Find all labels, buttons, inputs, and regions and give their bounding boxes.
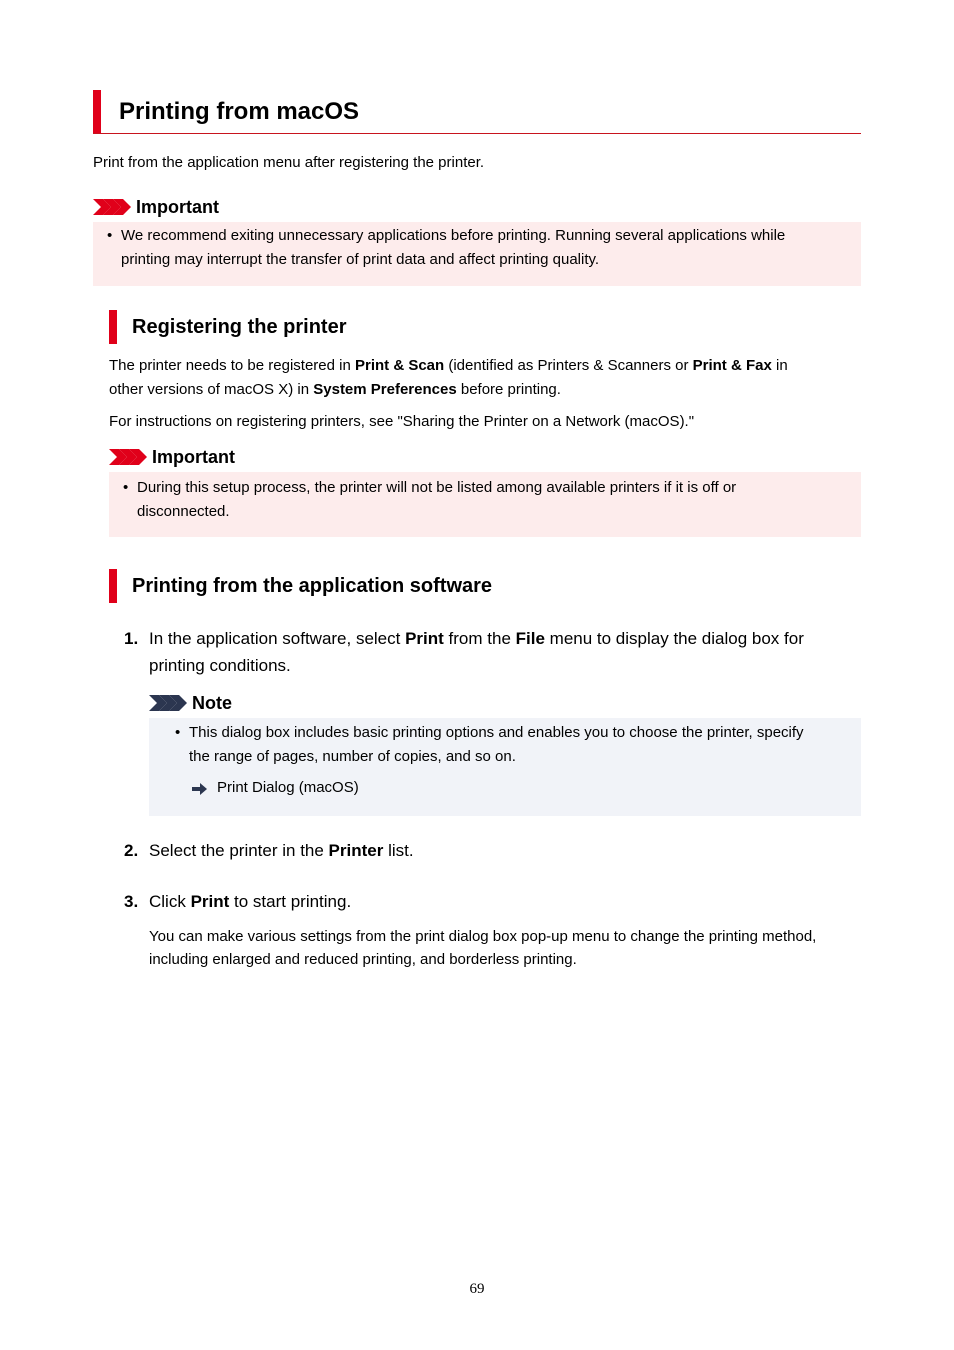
step3-desc-line2: including enlarged and reduced printing, and borderless printing. xyxy=(149,951,577,968)
page-title-text: Printing from macOS xyxy=(119,98,360,125)
bullet-dot: • xyxy=(107,227,113,244)
section-heading-print-text: Printing from the application software xyxy=(132,575,493,597)
step-number: 3. xyxy=(124,892,139,911)
bullet-dot: • xyxy=(175,724,181,741)
note-label: Note xyxy=(192,693,232,713)
step-number: 1. xyxy=(124,629,139,648)
step3-text: Click Print to start printing. xyxy=(149,892,352,911)
note-text-line1: This dialog box includes basic printing options and enables you to choose the printer, specify xyxy=(189,724,804,741)
important-text-line2: printing may interrupt the transfer of print data and affect printing quality. xyxy=(121,251,600,268)
arrow-right-icon xyxy=(192,783,207,795)
step1-line1: In the application software, select Print from the File menu to display the dialog box for xyxy=(149,629,804,648)
page-title xyxy=(93,90,861,134)
register-instructions: For instructions on registering printers, see "Sharing the Printer on a Network (macOS)." xyxy=(109,413,695,430)
step3-desc-line1: You can make various settings from the print dialog box pop-up menu to change the printing method, xyxy=(149,928,817,945)
important-icon xyxy=(109,449,147,465)
heading-accent-bar xyxy=(109,569,117,603)
note-text-line2: the range of pages, number of copies, and so on. xyxy=(189,748,516,765)
note-box xyxy=(149,718,861,816)
step2-text: Select the printer in the Printer list. xyxy=(149,841,414,860)
heading-accent-bar xyxy=(109,310,117,344)
register-line2: other versions of macOS X) in System Preferences before printing. xyxy=(109,381,561,398)
register-important-line2: disconnected. xyxy=(137,503,230,520)
section-heading-register-text: Registering the printer xyxy=(132,316,347,338)
print-dialog-link[interactable]: Print Dialog (macOS) xyxy=(217,779,359,796)
page-number: 69 xyxy=(469,1281,485,1297)
bullet-dot: • xyxy=(123,479,129,496)
register-line1: The printer needs to be registered in Print & Scan (identified as Printers & Scanners or Print & Fax in xyxy=(109,357,788,374)
important-label: Important xyxy=(152,447,235,467)
step-number: 2. xyxy=(124,841,139,860)
intro-text: Print from the application menu after registering the printer. xyxy=(93,154,485,171)
important-box xyxy=(93,222,861,286)
important-icon xyxy=(93,199,131,215)
heading-accent-bar xyxy=(93,90,101,133)
register-important-line1: During this setup process, the printer will not be listed among available printers if it is off or xyxy=(137,479,737,496)
note-icon xyxy=(149,695,187,711)
important-box xyxy=(109,472,861,537)
important-text-line1: We recommend exiting unnecessary applications before printing. Running several applications while xyxy=(121,227,786,244)
step1-line2: printing conditions. xyxy=(149,656,291,675)
important-label: Important xyxy=(136,197,219,217)
